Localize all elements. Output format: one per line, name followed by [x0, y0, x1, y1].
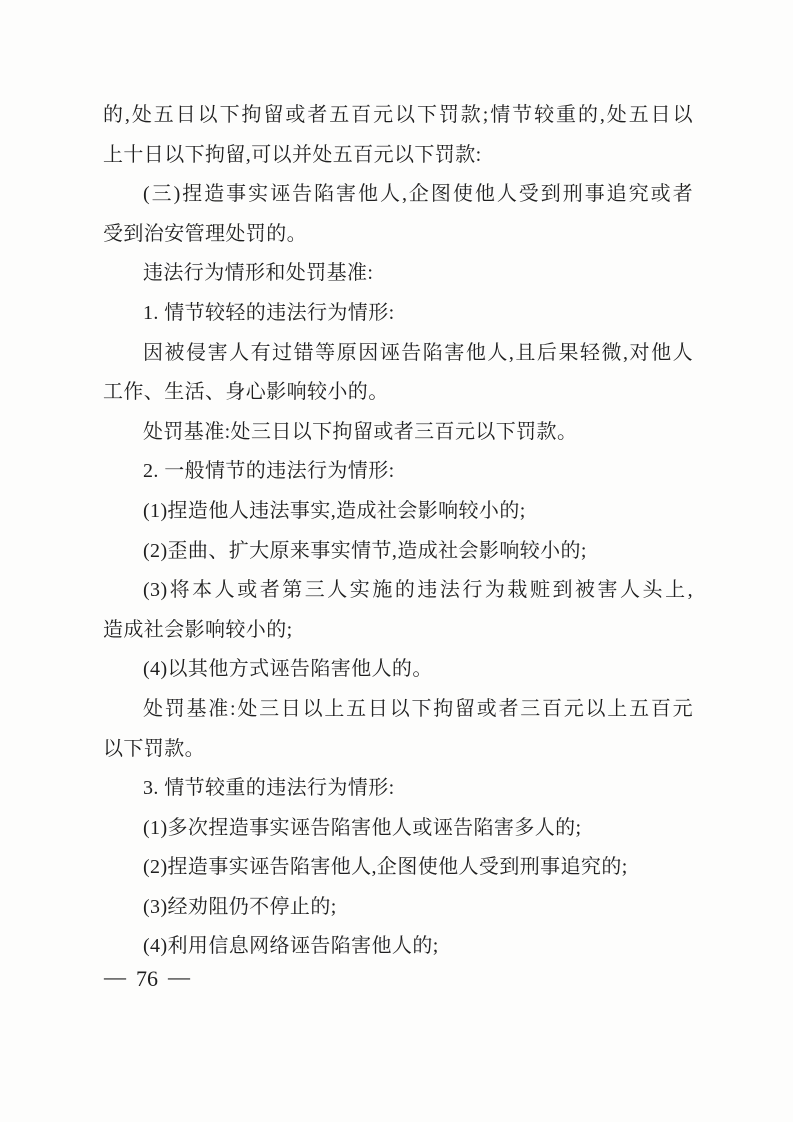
text-line: 处罚基准:处三日以上五日以下拘留或者三百元以上五百元 — [143, 697, 693, 720]
text-line: (4)利用信息网络诬告陷害他人的; — [143, 935, 439, 958]
text-line: 2. 一般情节的违法行为情形: — [143, 460, 395, 483]
text-line: 1. 情节较轻的违法行为情形: — [143, 301, 395, 324]
text-line: (2)歪曲、扩大原来事实情节,造成社会影响较小的; — [143, 539, 587, 562]
text-line: (1)多次捏造事实诬告陷害他人或诬告陷害多人的; — [143, 816, 582, 839]
text-line: 因被侵害人有过错等原因诬告陷害他人,且后果轻微,对他人 — [143, 341, 693, 364]
text-line: 工作、生活、身心影响较小的。 — [103, 381, 389, 404]
text-line: (1)捏造他人违法事实,造成社会影响较小的; — [143, 499, 526, 522]
footer-dash-right: — — [168, 964, 190, 989]
text-line: 的,处五日以下拘留或者五百元以下罚款;情节较重的,处五日以 — [103, 104, 693, 126]
text-line: 以下罚款。 — [103, 737, 205, 760]
page-footer — [104, 966, 190, 992]
footer-dash-left: — — [104, 964, 126, 989]
document-body — [103, 96, 693, 967]
page-number: 76 — [136, 966, 158, 991]
text-line: 违法行为情形和处罚基准: — [143, 262, 374, 285]
text-line: (三)捏造事实诬告陷害他人,企图使他人受到刑事追究或者 — [143, 183, 693, 206]
text-line: (3)将本人或者第三人实施的违法行为栽赃到被害人头上, — [143, 579, 693, 602]
text-line: 处罚基准:处三日以下拘留或者三百元以下罚款。 — [143, 420, 578, 443]
text-line: (3)经劝阻仍不停止的; — [143, 895, 337, 918]
text-line: (4)以其他方式诬告陷害他人的。 — [143, 658, 433, 681]
text-line: 3. 情节较重的违法行为情形: — [143, 777, 395, 800]
text-line: (2)捏造事实诬告陷害他人,企图使他人受到刑事追究的; — [143, 856, 628, 879]
text-line: 受到治安管理处罚的。 — [103, 222, 307, 245]
text-line: 上十日以下拘留,可以并处五百元以下罚款: — [103, 143, 482, 166]
text-line: 造成社会影响较小的; — [103, 618, 293, 641]
